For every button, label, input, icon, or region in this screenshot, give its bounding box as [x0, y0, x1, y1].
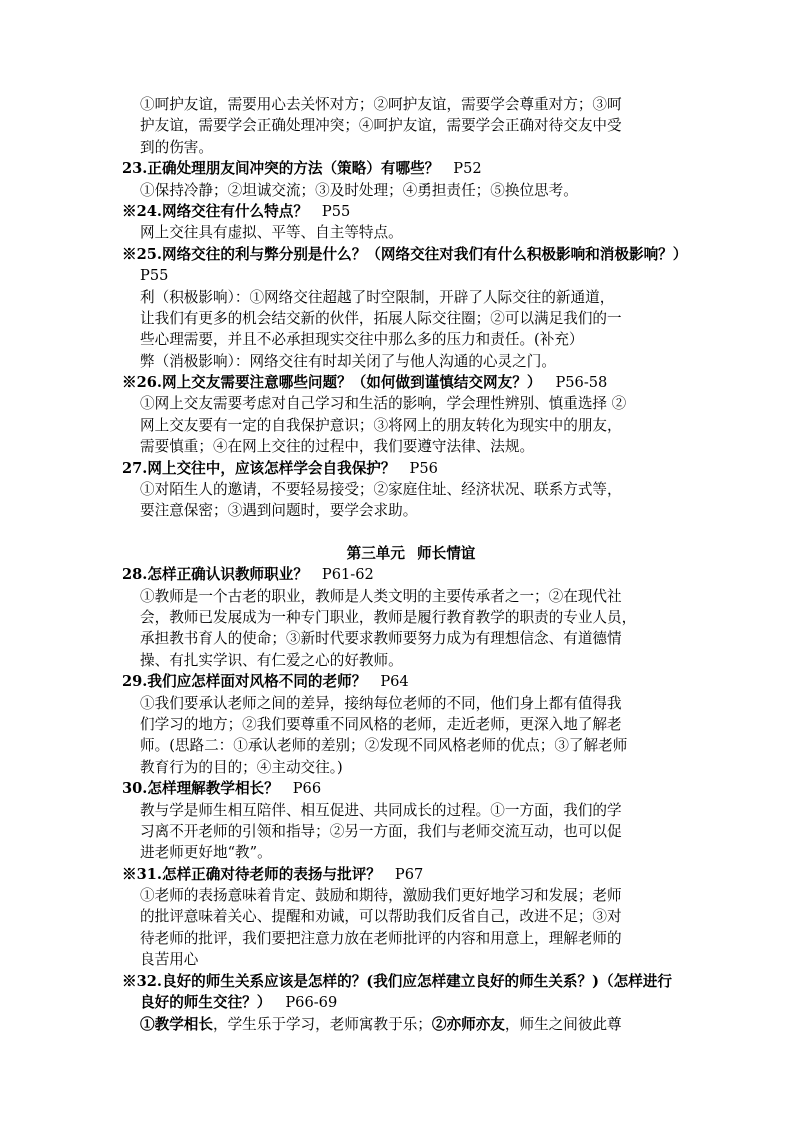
answer-22-line-1: ①呵护友谊，需要用心去关怀对方；②呵护友谊，需要学会尊重对方；③呵 — [140, 96, 622, 113]
answer-24: 网上交往具有虚拟、平等、自主等特点。 — [140, 224, 403, 242]
question-28-page-ref: P61-62 — [321, 566, 374, 584]
question-32-title-line-2 — [122, 992, 682, 1013]
question-25-title: ※25.网络交往的利与弊分别是什么？（网络交往对我们有什么积极影响和消极影响？） — [122, 245, 688, 263]
answer-28-line-3: 承担教书育人的使命；③新时代要求教师要努力成为有理想信念、有道德情 — [140, 630, 622, 648]
answer-30-line-2: 习离不开老师的引领和指导；②另一方面，我们与老师交流互动，也可以促 — [140, 822, 622, 840]
answer-23: ①保持冷静；②坦诚交流；③及时处理；④勇担责任；⑤换位思考。 — [140, 181, 578, 199]
question-30 — [122, 778, 682, 799]
answer-32-term-2: ②亦师亦友 — [431, 1016, 505, 1034]
question-31 — [122, 864, 682, 885]
answer-31-line-3: 待老师的批评，我们要把注意力放在老师批评的内容和用意上，理解老师的 — [140, 929, 622, 947]
question-32-title-line-1: ※32.良好的师生关系应该是怎样的？(我们应怎样建立良好的师生关系？)（怎样进行 — [122, 972, 672, 990]
answer-32-term-1: ①教学相长 — [140, 1016, 213, 1034]
unit-name: 第三单元 — [346, 544, 405, 562]
question-27 — [122, 458, 682, 479]
question-26-title: ※26.网上交友需要注意哪些问题？（如何做到谨慎结交网友？） — [122, 374, 542, 392]
answer-28-line-2: 会，教师已发展成为一种专门职业，教师是履行教育教学的职责的专业人员， — [140, 608, 637, 626]
answer-26-line-2: 网上交友要有一定的自我保护意识；③将网上的朋友转化为现实中的朋友， — [140, 416, 622, 434]
answer-30-line-3: 进老师更好地“教”。 — [140, 844, 272, 862]
answer-26-line-1: ①网上交友需要考虑对自己学习和生活的影响，学会理性辨别、慎重选择 ② — [140, 395, 627, 413]
answer-29-line-1: ①我们要承认老师之间的差异，接纳每位老师的不同，他们身上都有值得我 — [140, 694, 622, 712]
document-page — [122, 94, 688, 1036]
question-26 — [122, 372, 682, 393]
answer-22-line-3: 到的伤害。 — [140, 138, 213, 156]
question-31-page-ref: P67 — [394, 865, 424, 883]
question-29-page-ref: P64 — [380, 673, 409, 691]
answer-26-line-3: 需要慎重；④在网上交往的过程中，我们要遵守法律、法规。 — [140, 438, 535, 456]
question-24-title: ※24.网络交往有什么特点？ — [122, 202, 308, 220]
question-23-title: 23.正确处理朋友间冲突的方法（策略）有哪些？ — [122, 160, 440, 178]
question-28-title: 28.怎样正确认识教师职业？ — [122, 566, 308, 584]
answer-27-line-2: 要注意保密；③遇到问题时，要学会求助。 — [140, 502, 418, 520]
answer-22-line-2: 护友谊，需要学会正确处理冲突；④呵护友谊，需要学会正确对待交友中受 — [140, 117, 622, 135]
answer-25-line-1: 利（积极影响）：①网络交往超越了时空限制，开辟了人际交往的新通道， — [140, 288, 615, 306]
answer-29-line-2: 们学习的地方；②我们要尊重不同风格的老师，走近老师，更深入地了解老 — [140, 715, 622, 733]
question-24-page-ref: P55 — [321, 202, 351, 220]
answer-30-line-1: 教与学是师生相互陪伴、相互促进、共同成长的过程。①一方面，我们的学 — [140, 801, 622, 819]
question-32-title-cont: 良好的师生交往？） — [140, 994, 272, 1012]
question-27-title: 27.网上交往中，应该怎样学会自我保护？ — [122, 459, 396, 477]
answer-25-line-3: 些心理需要，并且不必承担现实交往中那么多的压力和责任。(补充） — [140, 331, 584, 349]
answer-28-line-1: ①教师是一个古老的职业，教师是人类文明的主要传承者之一；②在现代社 — [140, 587, 622, 605]
question-29 — [122, 671, 682, 692]
question-30-title: 30.怎样理解教学相长？ — [122, 780, 279, 798]
answer-32-text-2: ，师生之间彼此尊 — [504, 1016, 622, 1034]
answer-31-line-1: ①老师的表扬意味着肯定、鼓励和期待，激励我们更好地学习和发展；老师 — [140, 887, 622, 905]
question-24 — [122, 201, 682, 222]
answer-29-line-4: 教育行为的目的；④主动交往。) — [140, 758, 343, 776]
question-30-page-ref: P66 — [292, 780, 322, 798]
answer-31-line-2: 的批评意味着关心、提醒和劝诫，可以帮助我们反省自己，改进不足；③对 — [140, 908, 622, 926]
question-31-title: ※31.怎样正确对待老师的表扬与批评？ — [122, 865, 381, 883]
unit-title: 师长情谊 — [417, 544, 476, 562]
question-27-page-ref: P56 — [409, 459, 438, 477]
unit-heading — [122, 543, 682, 564]
question-29-title: 29.我们应怎样面对风格不同的老师？ — [122, 673, 367, 691]
answer-32-line-1 — [122, 1014, 682, 1035]
answer-31-line-4: 良苦用心 — [140, 951, 199, 969]
question-26-page-ref: P56-58 — [555, 374, 608, 392]
question-23-page-ref: P52 — [453, 160, 482, 178]
question-25-page-ref: P55 — [140, 267, 169, 285]
question-28 — [122, 564, 682, 585]
question-32-page-ref: P66-69 — [285, 994, 338, 1012]
answer-28-line-4: 操、有扎实学识、有仁爱之心的好教师。 — [140, 651, 403, 669]
answer-25-line-4: 弊（消极影响）：网络交往有时却关闭了与他人沟通的心灵之门。 — [140, 352, 556, 370]
answer-25-line-2: 让我们有更多的机会结交新的伙伴，拓展人际交往圈；②可以满足我们的一 — [140, 309, 622, 327]
answer-27-line-1: ①对陌生人的邀请，不要轻易接受；②家庭住址、经济状况、联系方式等， — [140, 481, 622, 499]
question-23 — [122, 158, 682, 179]
answer-29-line-3: 师。(思路二：①承认老师的差别；②发现不同风格老师的优点；③了解老师 — [140, 737, 628, 755]
answer-32-text-1: ，学生乐于学习，老师寓教于乐； — [212, 1016, 432, 1034]
